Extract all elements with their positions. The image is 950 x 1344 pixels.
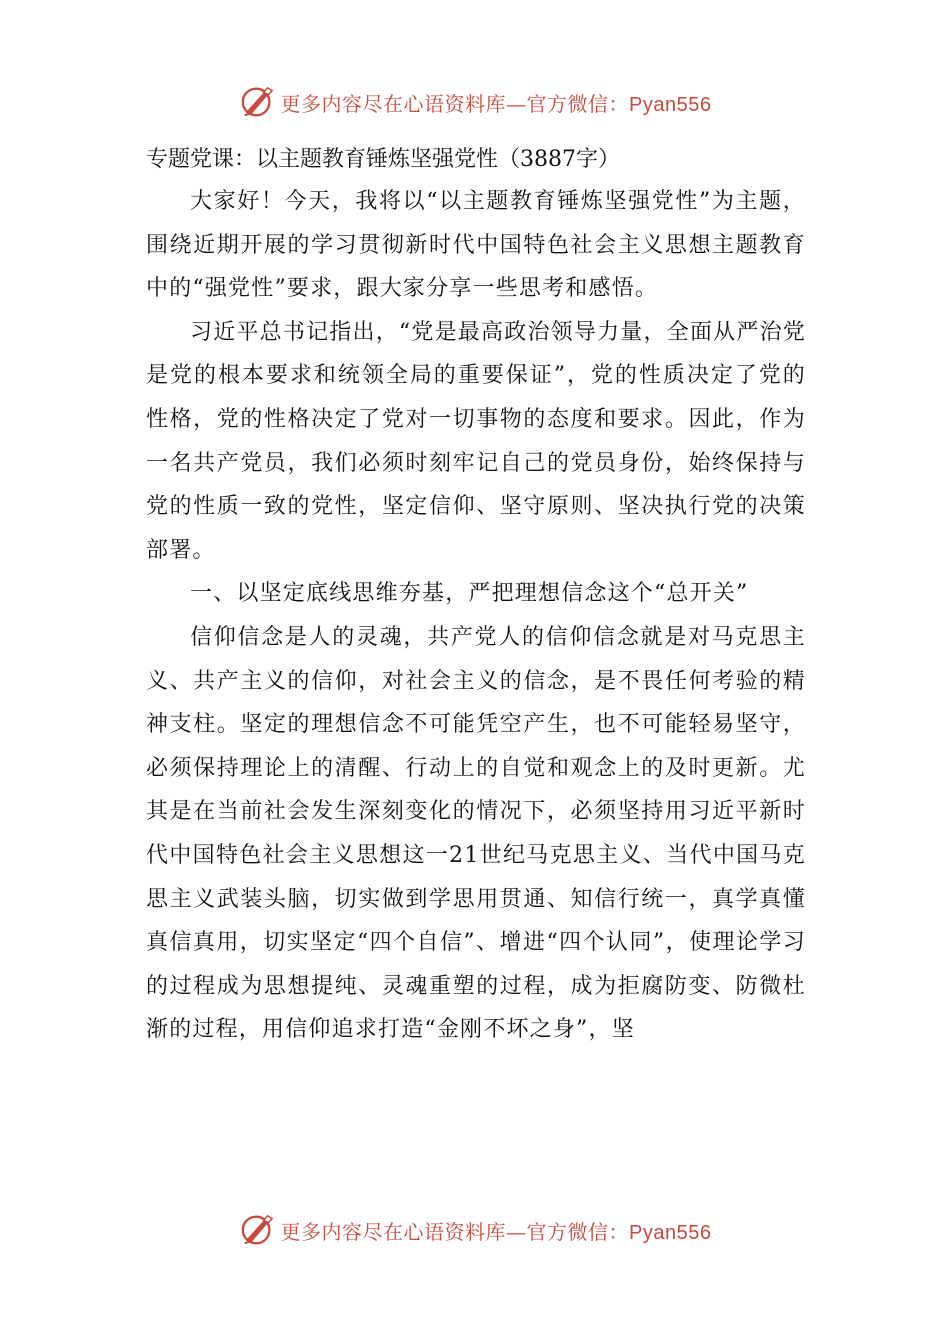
document-body (146, 140, 806, 1052)
pen-logo-icon (239, 1211, 277, 1249)
section-heading: 一、以坚定底线思维夯基，严把理想信念这个“总开关” (190, 581, 749, 607)
document-title: 专题党课：以主题教育锤炼坚强党性（3887字） (146, 147, 620, 172)
paragraph: 信仰信念是人的灵魂，共产党人的信仰信念就是对马克思主义、共产主义的信仰，对社会主义的信念，是不畏任何考验的精神支柱。坚定的理想信念不可能凭空产生，也不可能轻易坚守，必须保持理论上的清醒、行动上的自觉和观念上的及时更新。尤其是在当前社会发生深刻变化的情况下，必须坚持用习近平新时代中国特色社会主义思想这一21世纪马克思主义、当代中国马克思主义武装头脑，切实做到学思用贯通、知信行统一，真学真懂真信真用，切实坚定“四个自信”、增进“四个认同”，使理论学习的过程成为思想提纯、灵魂重塑的过程，成为拒腐防变、防微杜渐的过程，用信仰追求打造“金刚不坏之身”，坚 (146, 624, 806, 1043)
watermark-text: 更多内容尽在心语资料库—官方微信：Pyan556 (280, 91, 712, 116)
watermark-text: 更多内容尽在心语资料库—官方微信：Pyan556 (280, 1219, 712, 1244)
paragraph: 习近平总书记指出，“党是最高政治领导力量，全面从严治党是党的根本要求和统领全局的重要保证”，党的性质决定了党的性格，党的性格决定了党对一切事物的态度和要求。因此，作为一名共产党员，我们必须时刻牢记自己的党员身份，始终保持与党的性质一致的党性，坚定信仰、坚守原则、坚决执行党的决策部署。 (146, 319, 806, 563)
paragraph: 大家好！今天，我将以“以主题教育锤炼坚强党性”为主题，围绕近期开展的学习贯彻新时代中国特色社会主义思想主题教育中的“强党性”要求，跟大家分享一些思考和感悟。 (146, 189, 806, 302)
footer-watermark (0, 1210, 950, 1250)
header-watermark (0, 82, 950, 122)
pen-logo-icon (239, 83, 277, 121)
